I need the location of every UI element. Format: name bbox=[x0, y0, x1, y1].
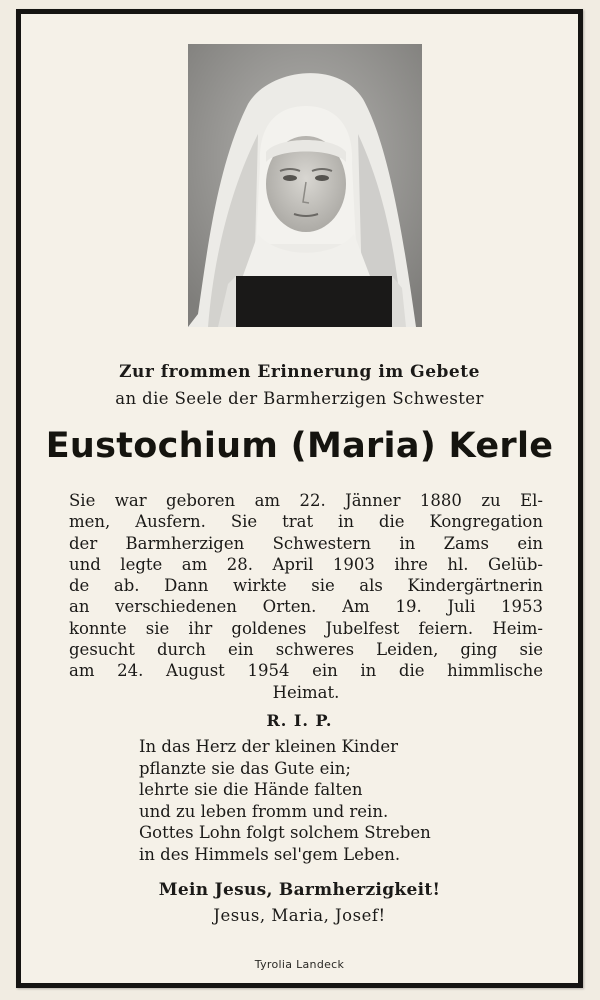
biography-line: gesucht durch ein schweres Leiden, ging sie bbox=[69, 640, 543, 660]
verse-line: in des Himmels sel'gem Leben. bbox=[139, 844, 401, 864]
prayer-line-1: Mein Jesus, Barmherzigkeit! bbox=[158, 880, 441, 900]
biography-line: Heimat. bbox=[272, 682, 340, 702]
biography-line: am 24. August 1954 ein in die himmlische bbox=[69, 661, 543, 681]
intro-line-1: Zur frommen Erinnerung im Gebete bbox=[119, 362, 480, 382]
intro-line-2: an die Seele der Barmherzigen Schwester bbox=[115, 389, 484, 408]
deceased-name: Eustochium (Maria) Kerle bbox=[45, 426, 554, 466]
biography bbox=[69, 490, 543, 703]
biography-line: und legte am 28. April 1903 ihre hl. Gelüb- bbox=[69, 554, 543, 574]
verse-line: pflanzte sie das Gute ein; bbox=[139, 758, 351, 778]
card-frame bbox=[16, 9, 583, 988]
biography-line: Sie war geboren am 22. Jänner 1880 zu El- bbox=[69, 491, 543, 510]
biography-line: an verschiedenen Orten. Am 19. Juli 1953 bbox=[69, 597, 543, 617]
portrait-photo bbox=[188, 44, 422, 327]
biography-line: men, Ausfern. Sie trat in die Kongregation bbox=[69, 512, 543, 532]
prayer-line-2: Jesus, Maria, Josef! bbox=[213, 906, 386, 925]
biography-line: konnte sie ihr goldenes Jubelfest feiern. Heim- bbox=[69, 618, 543, 638]
nun-portrait-icon bbox=[188, 44, 422, 327]
verse-line: In das Herz der kleinen Kinder bbox=[139, 737, 398, 756]
rip-text: R. I. P. bbox=[266, 711, 333, 730]
verse-line: Gottes Lohn folgt solchem Streben bbox=[139, 823, 431, 842]
biography-line: de ab. Dann wirkte sie als Kindergärtnerin bbox=[69, 576, 543, 596]
verse-line: lehrte sie die Hände falten bbox=[139, 780, 363, 799]
verse bbox=[139, 736, 431, 865]
biography-line: der Barmherzigen Schwestern in Zams ein bbox=[69, 533, 543, 553]
verse-line: und zu leben fromm und rein. bbox=[139, 801, 389, 821]
printer-credit: Tyrolia Landeck bbox=[254, 958, 345, 971]
